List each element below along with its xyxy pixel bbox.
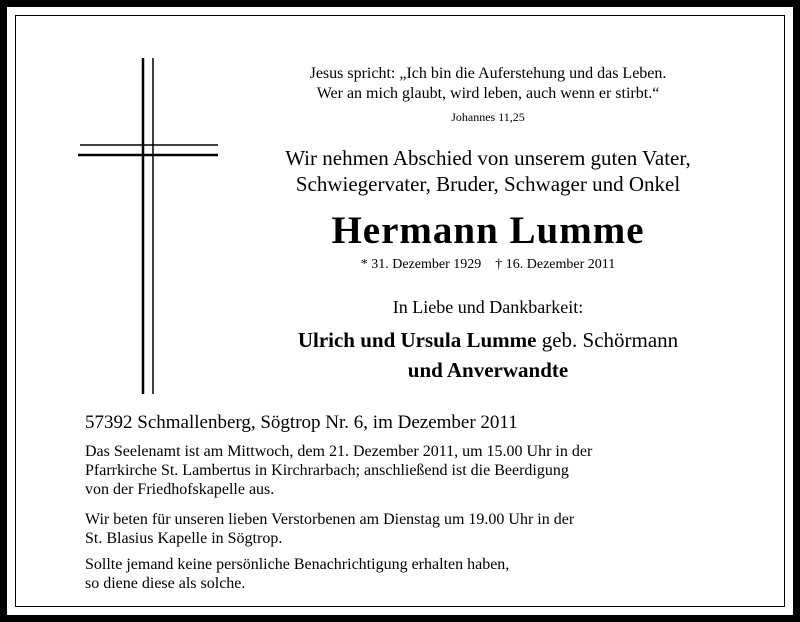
mourners-heading: In Liebe und Dankbarkeit: [392,297,584,317]
notice-line: von der Friedhofskapelle aus. [85,481,275,498]
birth-date: * 31. Dezember 1929 [360,257,482,272]
prayer-notice [85,510,775,548]
notice-line: Das Seelenamt ist am Mittwoch, dem 21. Dezember 2011, um 15.00 Uhr in der [85,443,593,460]
maiden-name: geb. Schörmann [536,328,679,352]
notice-line: Pfarrkirche St. Lambertus in Kirchrarbach; anschließend ist die Beerdigung [85,462,569,479]
relatives: und Anverwandte [407,358,569,382]
farewell-intro [262,145,714,197]
notice-line: so diene diese als solche. [85,575,246,592]
notice-line: St. Blasius Kapelle in Sögtrop. [85,530,283,547]
life-dates [262,256,714,274]
address-line: 57392 Schmallenberg, Sögtrop Nr. 6, im Dezember 2011 [85,412,518,433]
mourner-couple: Ulrich und Ursula Lumme [297,328,537,352]
funeral-notice [85,442,775,499]
farewell-intro-line: Schwiegervater, Bruder, Schwager und Onkel [295,172,681,196]
notice-line: Wir beten für unseren lieben Verstorbenen am Dienstag um 19.00 Uhr in der [85,511,575,528]
bible-reference: Johannes 11,25 [451,110,525,124]
bible-quote-line: Jesus spricht: „Ich bin die Auferstehung und das Leben. [309,65,667,82]
mourners-names [262,326,714,354]
notification-notice [85,555,775,593]
death-date: † 16. Dezember 2011 [495,257,616,272]
notice-line: Sollte jemand keine persönliche Benachrichtigung erhalten haben, [85,556,510,573]
farewell-intro-line: Wir nehmen Abschied von unserem guten Vater, [285,146,691,170]
bible-quote-line: Wer an mich glaubt, wird leben, auch wenn er stirbt.“ [316,85,660,102]
bible-quote [262,64,714,104]
deceased-name: Hermann Lumme [331,209,645,252]
